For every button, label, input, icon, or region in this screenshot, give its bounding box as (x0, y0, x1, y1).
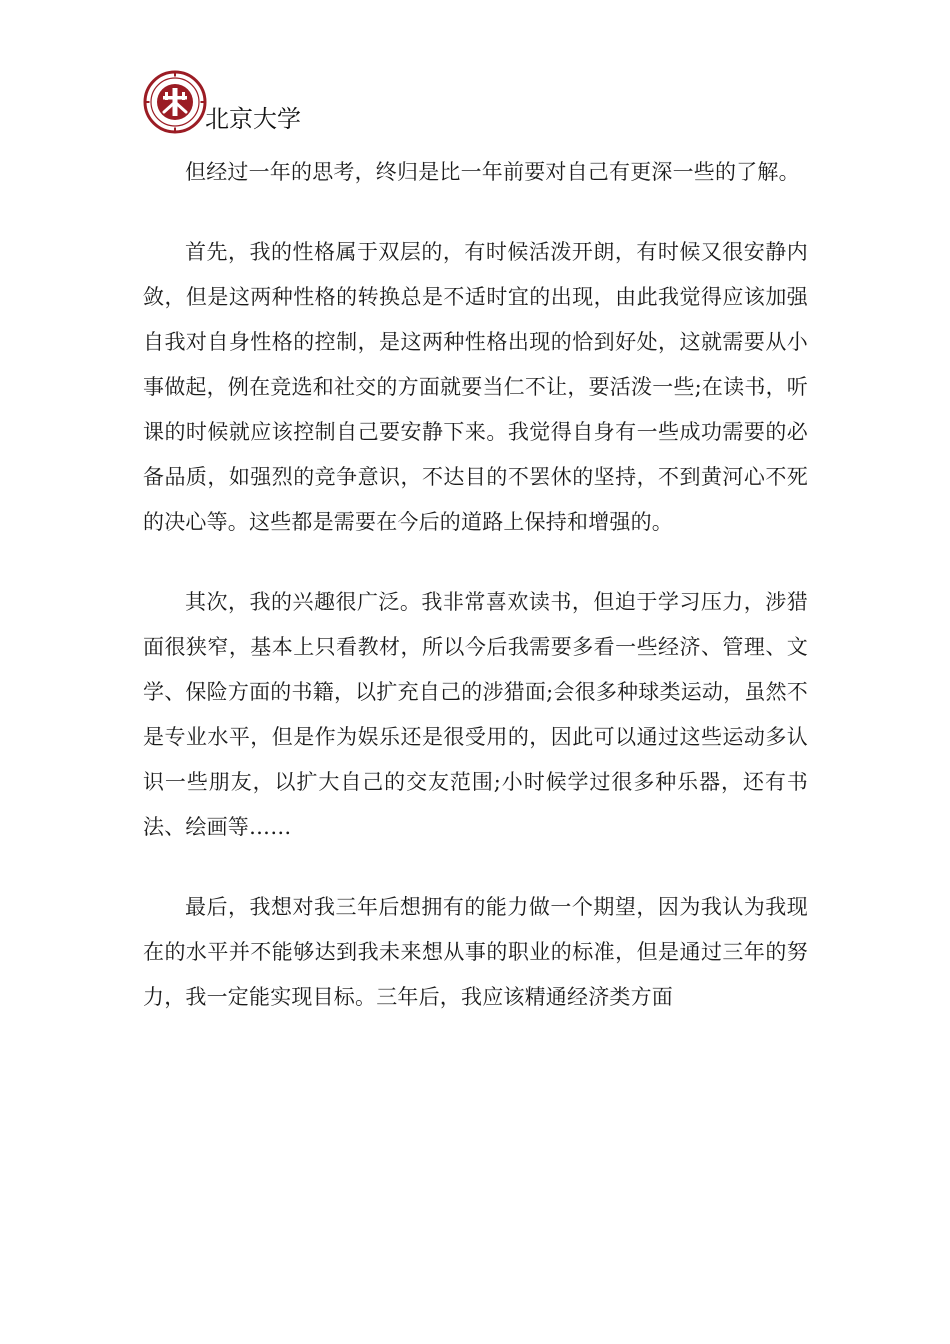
document-header (143, 70, 443, 140)
paragraph-3: 其次，我的兴趣很广泛。我非常喜欢读书，但迫于学习压力，涉猎面很狭窄，基本上只看教材，所以今后我需要多看一些经济、管理、文学、保险方面的书籍，以扩充自己的涉猎面;会很多种球类运动，虽然不是专业水平，但是作为娱乐还是很受用的，因此可以通过这些运动多认识一些朋友，以扩大自己的交友范围;小时候学过很多种乐器，还有书法、绘画等…… (143, 590, 808, 839)
paragraph-2: 首先，我的性格属于双层的，有时候活泼开朗，有时候又很安静内敛，但是这两种性格的转换总是不适时宜的出现，由此我觉得应该加强自我对自身性格的控制，是这两种性格出现的恰到好处，这就需要从小事做起，例在竞选和社交的方面就要当仁不让，要活泼一些;在读书，听课的时候就应该控制自己要安静下来。我觉得自身有一些成功需要的必备品质，如强烈的竞争意识，不达目的不罢休的坚持，不到黄河心不死的决心等。这些都是需要在今后的道路上保持和增强的。 (143, 240, 808, 534)
paragraph-1: 但经过一年的思考，终归是比一年前要对自己有更深一些的了解。 (185, 160, 800, 184)
peking-university-seal-icon (143, 70, 207, 134)
paragraph-4: 最后，我想对我三年后想拥有的能力做一个期望，因为我认为我现在的水平并不能够达到我未来想从事的职业的标准，但是通过三年的努力，我一定能实现目标。三年后，我应该精通经济类方面 (143, 895, 808, 1009)
school-name: 北京大学 (205, 105, 301, 133)
document-body (143, 150, 808, 1055)
